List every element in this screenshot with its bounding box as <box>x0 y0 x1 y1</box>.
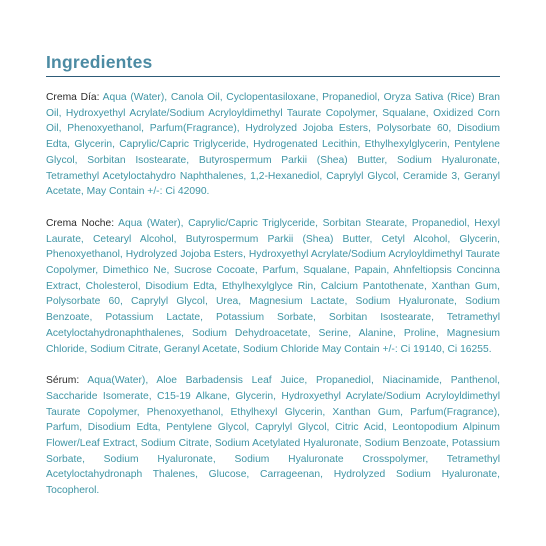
section-text-crema-noche: Aqua (Water), Caprylic/Capric Triglyceride, Sorbitan Stearate, Propanediol, Hexyl Laurate, Cetearyl Alcohol, Butyrospermum Parkii (Shea) Butter, Cetyl Alcohol, Glycerin, Phenoxyethanol, Hydrolyzed Jojoba Esters, Hydroxyethyl Acrylate/Sodium Acryloyldimethyl Taurate Copolymer, Dimethico Ne, Sucrose Cocoate, Parfum, Squalane, Papain, Ahnfeltiopsis Concinna Extract, Cholesterol, Disodium Edta, Ethylhexylglyce Rin, Calcium Pantothenate, Xanthan Gum, Polysorbate 60, Caprylyl Glycol, Urea, Magnesium Lactate, Sodium Hyaluronate, Sodium Benzoate, Potassium Lactate, Potassium Sorbate, Sorbitan Isostearate, Tetramethyl Acetyloctahydronaphthalenes, Sodium Dehydroacetate, Serine, Alanine, Proline, Magnesium Chloride, Sodium Citrate, Geranyl Acetate, Sodium Chloride May Contain +/-: Ci 19140, Ci 16255. <box>46 217 500 355</box>
page-title: Ingredientes <box>46 52 153 72</box>
title-underline <box>46 76 500 77</box>
section-serum <box>46 373 500 499</box>
section-text-crema-dia: Aqua (Water), Canola Oil, Cyclopentasiloxane, Propanediol, Oryza Sativa (Rice) Bran Oil, Hydroxyethyl Acrylate/Sodium Acryloyldimethyl Taurate Copolymer, Squalane, Oxidized Corn Oil, Phenoxyethanol, Parfum(Fragrance), Hydrolyzed Jojoba Esters, Polysorbate 60, Disodium Edta, Glycerin, Caprylic/Capric Triglyceride, Hydrogenated Lecithin, Ethylhexylglycerin, Pentylene Glycol, Sorbitan Isostearate, Butyrospermum Parkii (Shea) Butter, Sodium Hyaluronate, Tetramethyl Acetyloctahydro Naphthalenes, 1,2-Hexanediol, Caprylyl Glycol, Ceramide 3, Geranyl Acetate, May Contain +/-: Ci 42090. <box>46 92 500 198</box>
section-label-crema-noche: Crema Noche: <box>46 217 119 229</box>
section-crema-noche <box>46 216 500 357</box>
section-text-serum: Aqua(Water), Aloe Barbadensis Leaf Juice, Propanediol, Niacinamide, Panthenol, Saccharide Isomerate, C15-19 Alkane, Glycerin, Hydroxyethyl Acrylate/Sodium Acryloyldimethyl Taurate Copolymer, Phenoxyethanol, Ethylhexyl Glycerin, Xanthan Gum, Parfum(Fragrance), Parfum, Disodium Edta, Pentylene Glycol, Caprylyl Glycol, Citric Acid, Leontopodium Alpinum Flower/Leaf Extract, Sodium Citrate, Sodium Acetylated Hyaluronate, Sodium Benzoate, Potassium Sorbate, Sodium Hyaluronate, Sodium Hyaluronate Crosspolymer, Tetramethyl Acetyloctahydronaph Thalenes, Glucose, Carrageenan, Hydrolyzed Sodium Hyaluronate, Tocopherol. <box>46 375 501 497</box>
section-label-crema-dia: Crema Día: <box>46 92 103 103</box>
section-label-serum: Sérum: <box>46 375 88 387</box>
section-crema-dia <box>46 90 500 200</box>
